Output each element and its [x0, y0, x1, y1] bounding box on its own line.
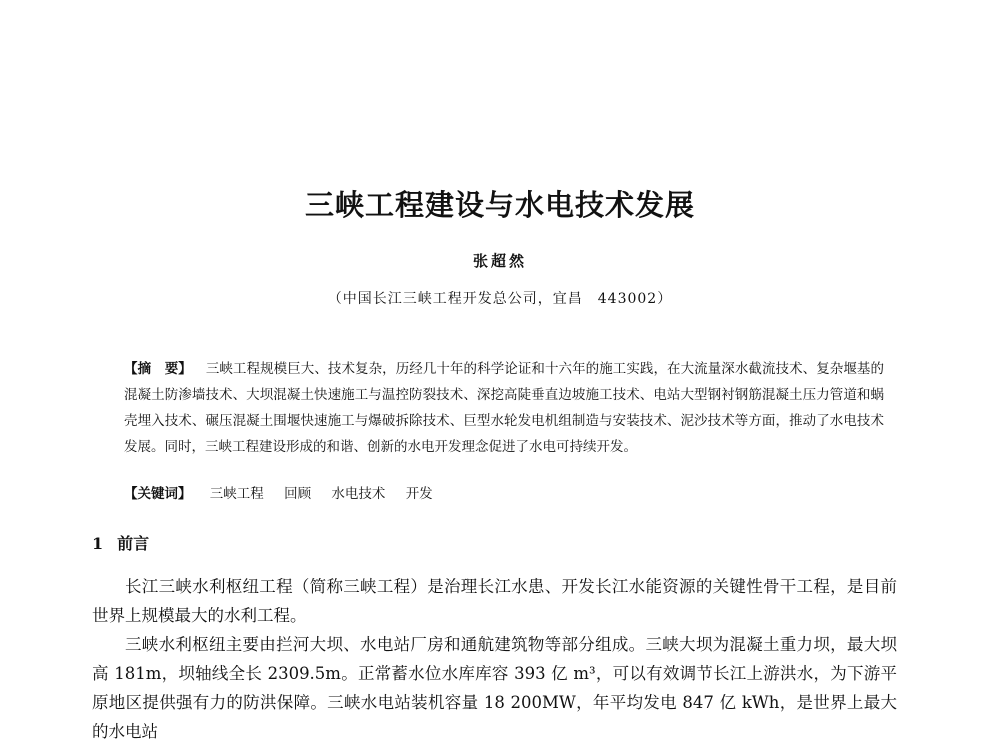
author-affiliation: （中国长江三峡工程开发总公司，宜昌 443002） — [327, 291, 673, 307]
author-name: 张超然 — [472, 252, 527, 270]
keyword-item: 回顾 — [284, 486, 312, 502]
body-text — [92, 572, 897, 746]
keyword-item: 开发 — [405, 486, 433, 502]
body-paragraph: 长江三峡水利枢纽工程（简称三峡工程）是治理长江水患、开发长江水能资源的关键性骨干工程，是目前世界上规模最大的水利工程。 — [92, 577, 897, 625]
body-paragraph: 三峡水利枢纽主要由拦河大坝、水电站厂房和通航建筑物等部分组成。三峡大坝为混凝土重力坝，最大坝高 181m，坝轴线全长 2309.5m。正常蓄水位水库库容 393 亿 m³，可以有效调节长江上游洪水，为下游平原地区提供强有力的防洪保障。三峡水电站装机容量 18 200MW，年平均发电 847 亿 kWh，是世界上最大的水电站 — [92, 635, 897, 741]
abstract-label: 【摘 要】 — [124, 361, 192, 377]
section-title: 前言 — [117, 534, 150, 553]
keywords-label: 【关键词】 — [124, 486, 192, 502]
paper-title: 三峡工程建设与水电技术发展 — [304, 188, 695, 222]
keyword-item: 水电技术 — [331, 486, 386, 502]
section-number: 1 — [92, 534, 104, 553]
keywords — [124, 481, 449, 507]
abstract — [124, 356, 884, 460]
keyword-item: 三峡工程 — [209, 486, 264, 502]
abstract-text: 三峡工程规模巨大、技术复杂，历经几十年的科学论证和十六年的施工实践，在大流量深水截流技术、复杂堰基的混凝土防渗墙技术、大坝混凝土快速施工与温控防裂技术、深挖高陡垂直边坡施工技术、电站大型钢衬钢筋混凝土压力管道和蜗壳埋入技术、碾压混凝土围堰快速施工与爆破拆除技术、巨型水轮发电机组制造与安装技术、泥沙技术等方面，推动了水电技术发展。同时，三峡工程建设形成的和谐、创新的水电开发理念促进了水电可持续开发。 — [124, 361, 885, 455]
section-heading — [92, 531, 149, 554]
